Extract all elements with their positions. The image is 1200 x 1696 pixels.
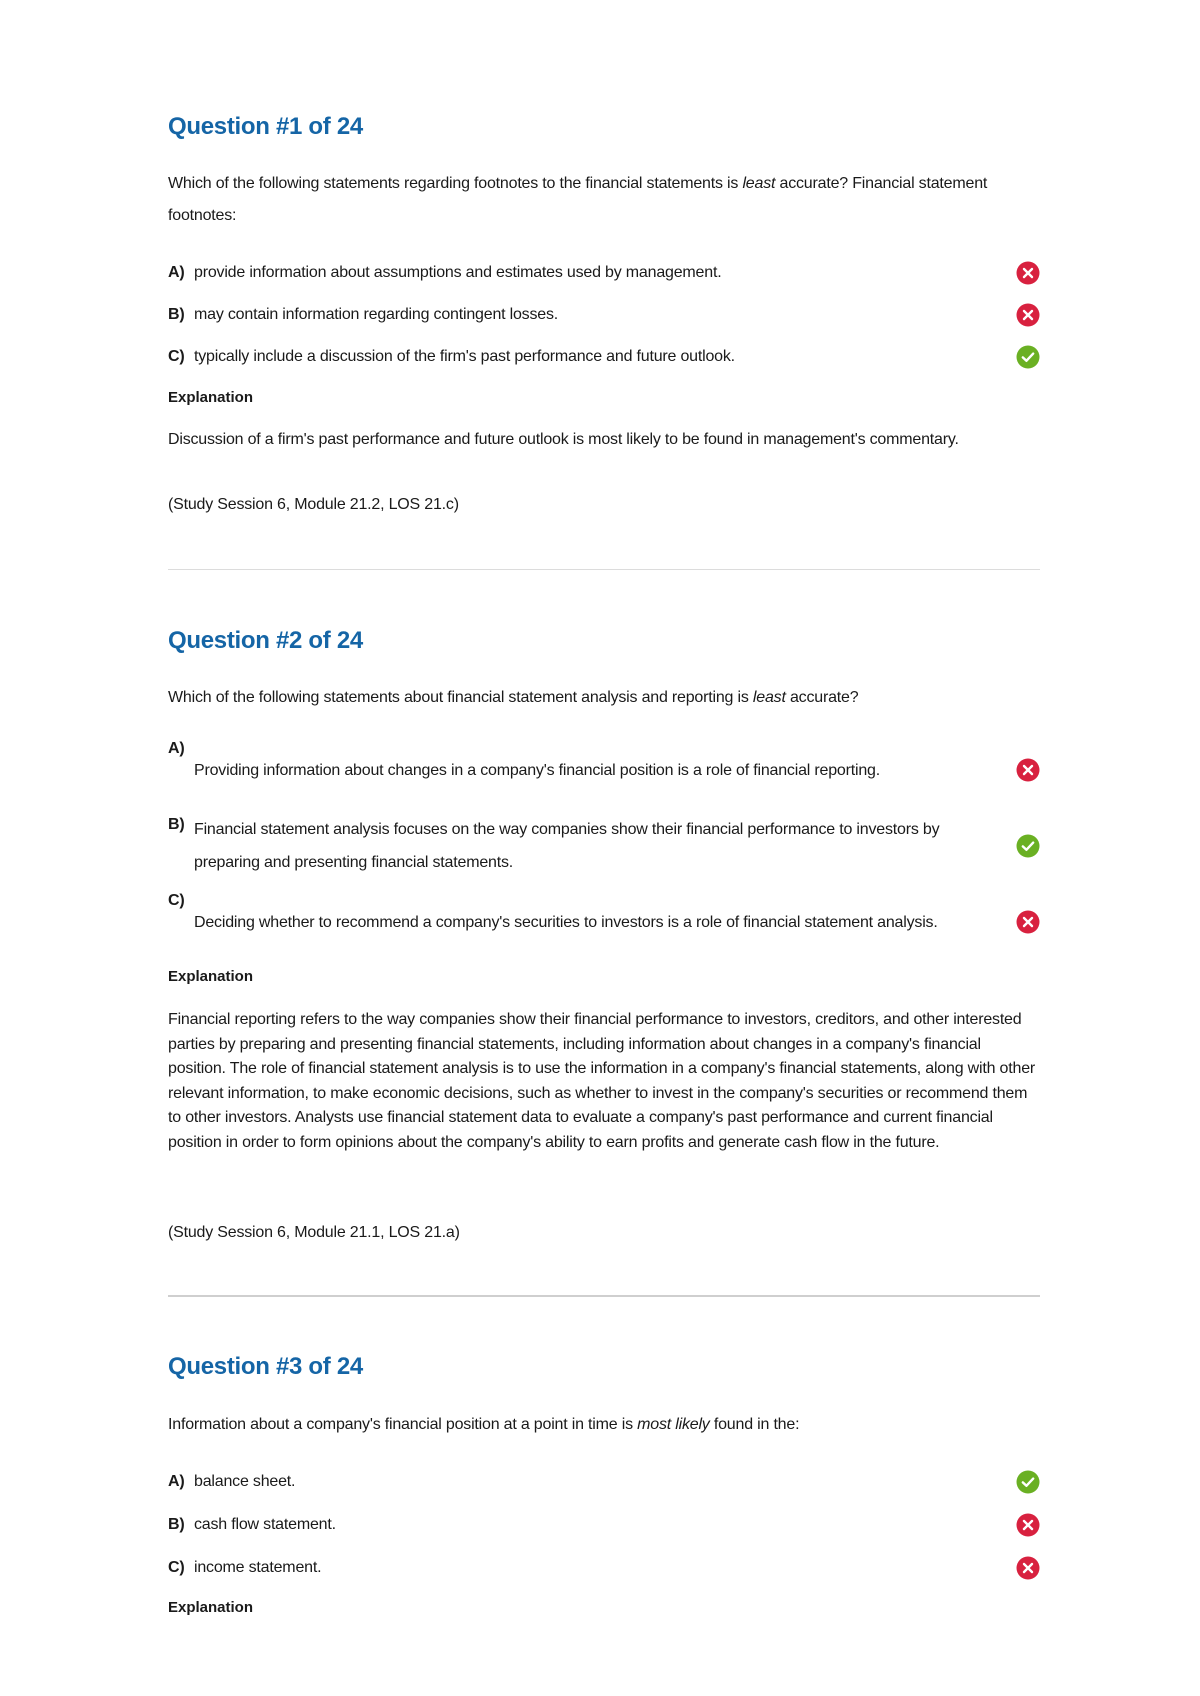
stem-emphasis: most likely [637, 1416, 710, 1433]
answer-option [168, 808, 1040, 884]
explanation-text: Discussion of a firm's past performance and future outlook is most likely to be found in management's commentary. [168, 431, 959, 448]
question-stem [168, 168, 1040, 232]
answer-letter: B) [168, 306, 185, 323]
question-divider [168, 569, 1040, 570]
los-reference: (Study Session 6, Module 21.1, LOS 21.a) [168, 1224, 460, 1241]
explanation-label: Explanation [168, 389, 254, 406]
stem-text: Which of the following statements about financial statement analysis and reporting is [168, 689, 753, 706]
stem-text: found in the: [709, 1416, 800, 1433]
answer-list [168, 252, 1040, 378]
answer-text: Financial statement analysis focuses on the way companies show their financial performance to investors by preparing and presenting financial statements. [194, 821, 940, 871]
answer-text: balance sheet. [194, 1472, 296, 1490]
answer-text: Providing information about changes in a company's financial position is a role of financial reporting. [194, 761, 880, 779]
question-title: Question #1 of 24 [168, 113, 363, 140]
answer-letter: A) [168, 1472, 185, 1490]
answer-text: Deciding whether to recommend a company's securities to investors is a role of financial statement analysis. [194, 913, 938, 931]
answer-list [168, 732, 1040, 960]
answer-text: income statement. [194, 1558, 322, 1576]
stem-text: Information about a company's financial position at a point in time is [168, 1416, 638, 1433]
question-title: Question #3 of 24 [168, 1353, 363, 1380]
answer-letter: C) [168, 892, 185, 909]
answer-text: provide information about assumptions and estimates used by management. [194, 264, 722, 281]
question-stem [168, 1408, 1040, 1441]
answer-text: cash flow statement. [194, 1515, 336, 1533]
answer-option [168, 252, 1040, 294]
answer-option [168, 294, 1040, 336]
check-circle-icon [1016, 345, 1040, 369]
answer-letter: B) [168, 816, 185, 833]
answer-text: may contain information regarding contingent losses. [194, 306, 559, 323]
answer-option [168, 732, 1040, 808]
answer-letter: C) [168, 348, 185, 365]
x-circle-icon [1016, 303, 1040, 327]
explanation-label: Explanation [168, 968, 254, 985]
question-divider [168, 1295, 1040, 1297]
x-circle-icon [1016, 758, 1040, 782]
los-reference: (Study Session 6, Module 21.2, LOS 21.c) [168, 496, 459, 513]
explanation-text: Financial reporting refers to the way companies show their financial performance to investors, creditors, and other interested parties by preparing and presenting financial statements, including information about changes in a company's financial position. The role of financial statement analysis is to use the information in a company's financial statements, along with other relevant information, to make economic decisions, such as whether to invest in the company's securities or recommend them to other investors. Analysts use financial statement data to evaluate a company's past performance and current financial position in order to form opinions about the company's ability to earn profits and generate cash flow in the future. [168, 1011, 1036, 1151]
explanation-label: Explanation [168, 1599, 254, 1616]
stem-text: accurate? Financial statement footnotes: [168, 175, 988, 224]
x-circle-icon [1016, 261, 1040, 285]
stem-text: accurate? [785, 689, 859, 706]
x-circle-icon [1016, 1556, 1040, 1580]
stem-emphasis: least [752, 689, 786, 706]
answer-letter: B) [168, 1515, 185, 1533]
answer-letter: A) [168, 264, 185, 281]
check-circle-icon [1016, 834, 1040, 858]
answer-letter: A) [168, 740, 185, 757]
answer-letter: C) [168, 1558, 185, 1576]
stem-emphasis: least [742, 175, 776, 192]
answer-option [168, 1546, 1040, 1589]
stem-text: Which of the following statements regarding footnotes to the financial statements is [168, 175, 743, 192]
answer-list [168, 1460, 1040, 1589]
answer-option [168, 884, 1040, 960]
question-title: Question #2 of 24 [168, 627, 363, 654]
check-circle-icon [1016, 1470, 1040, 1494]
answer-option [168, 336, 1040, 378]
answer-option [168, 1503, 1040, 1546]
question-stem [168, 681, 1040, 714]
answer-option [168, 1460, 1040, 1503]
x-circle-icon [1016, 910, 1040, 934]
answer-text: typically include a discussion of the firm's past performance and future outlook. [194, 348, 735, 365]
x-circle-icon [1016, 1513, 1040, 1537]
